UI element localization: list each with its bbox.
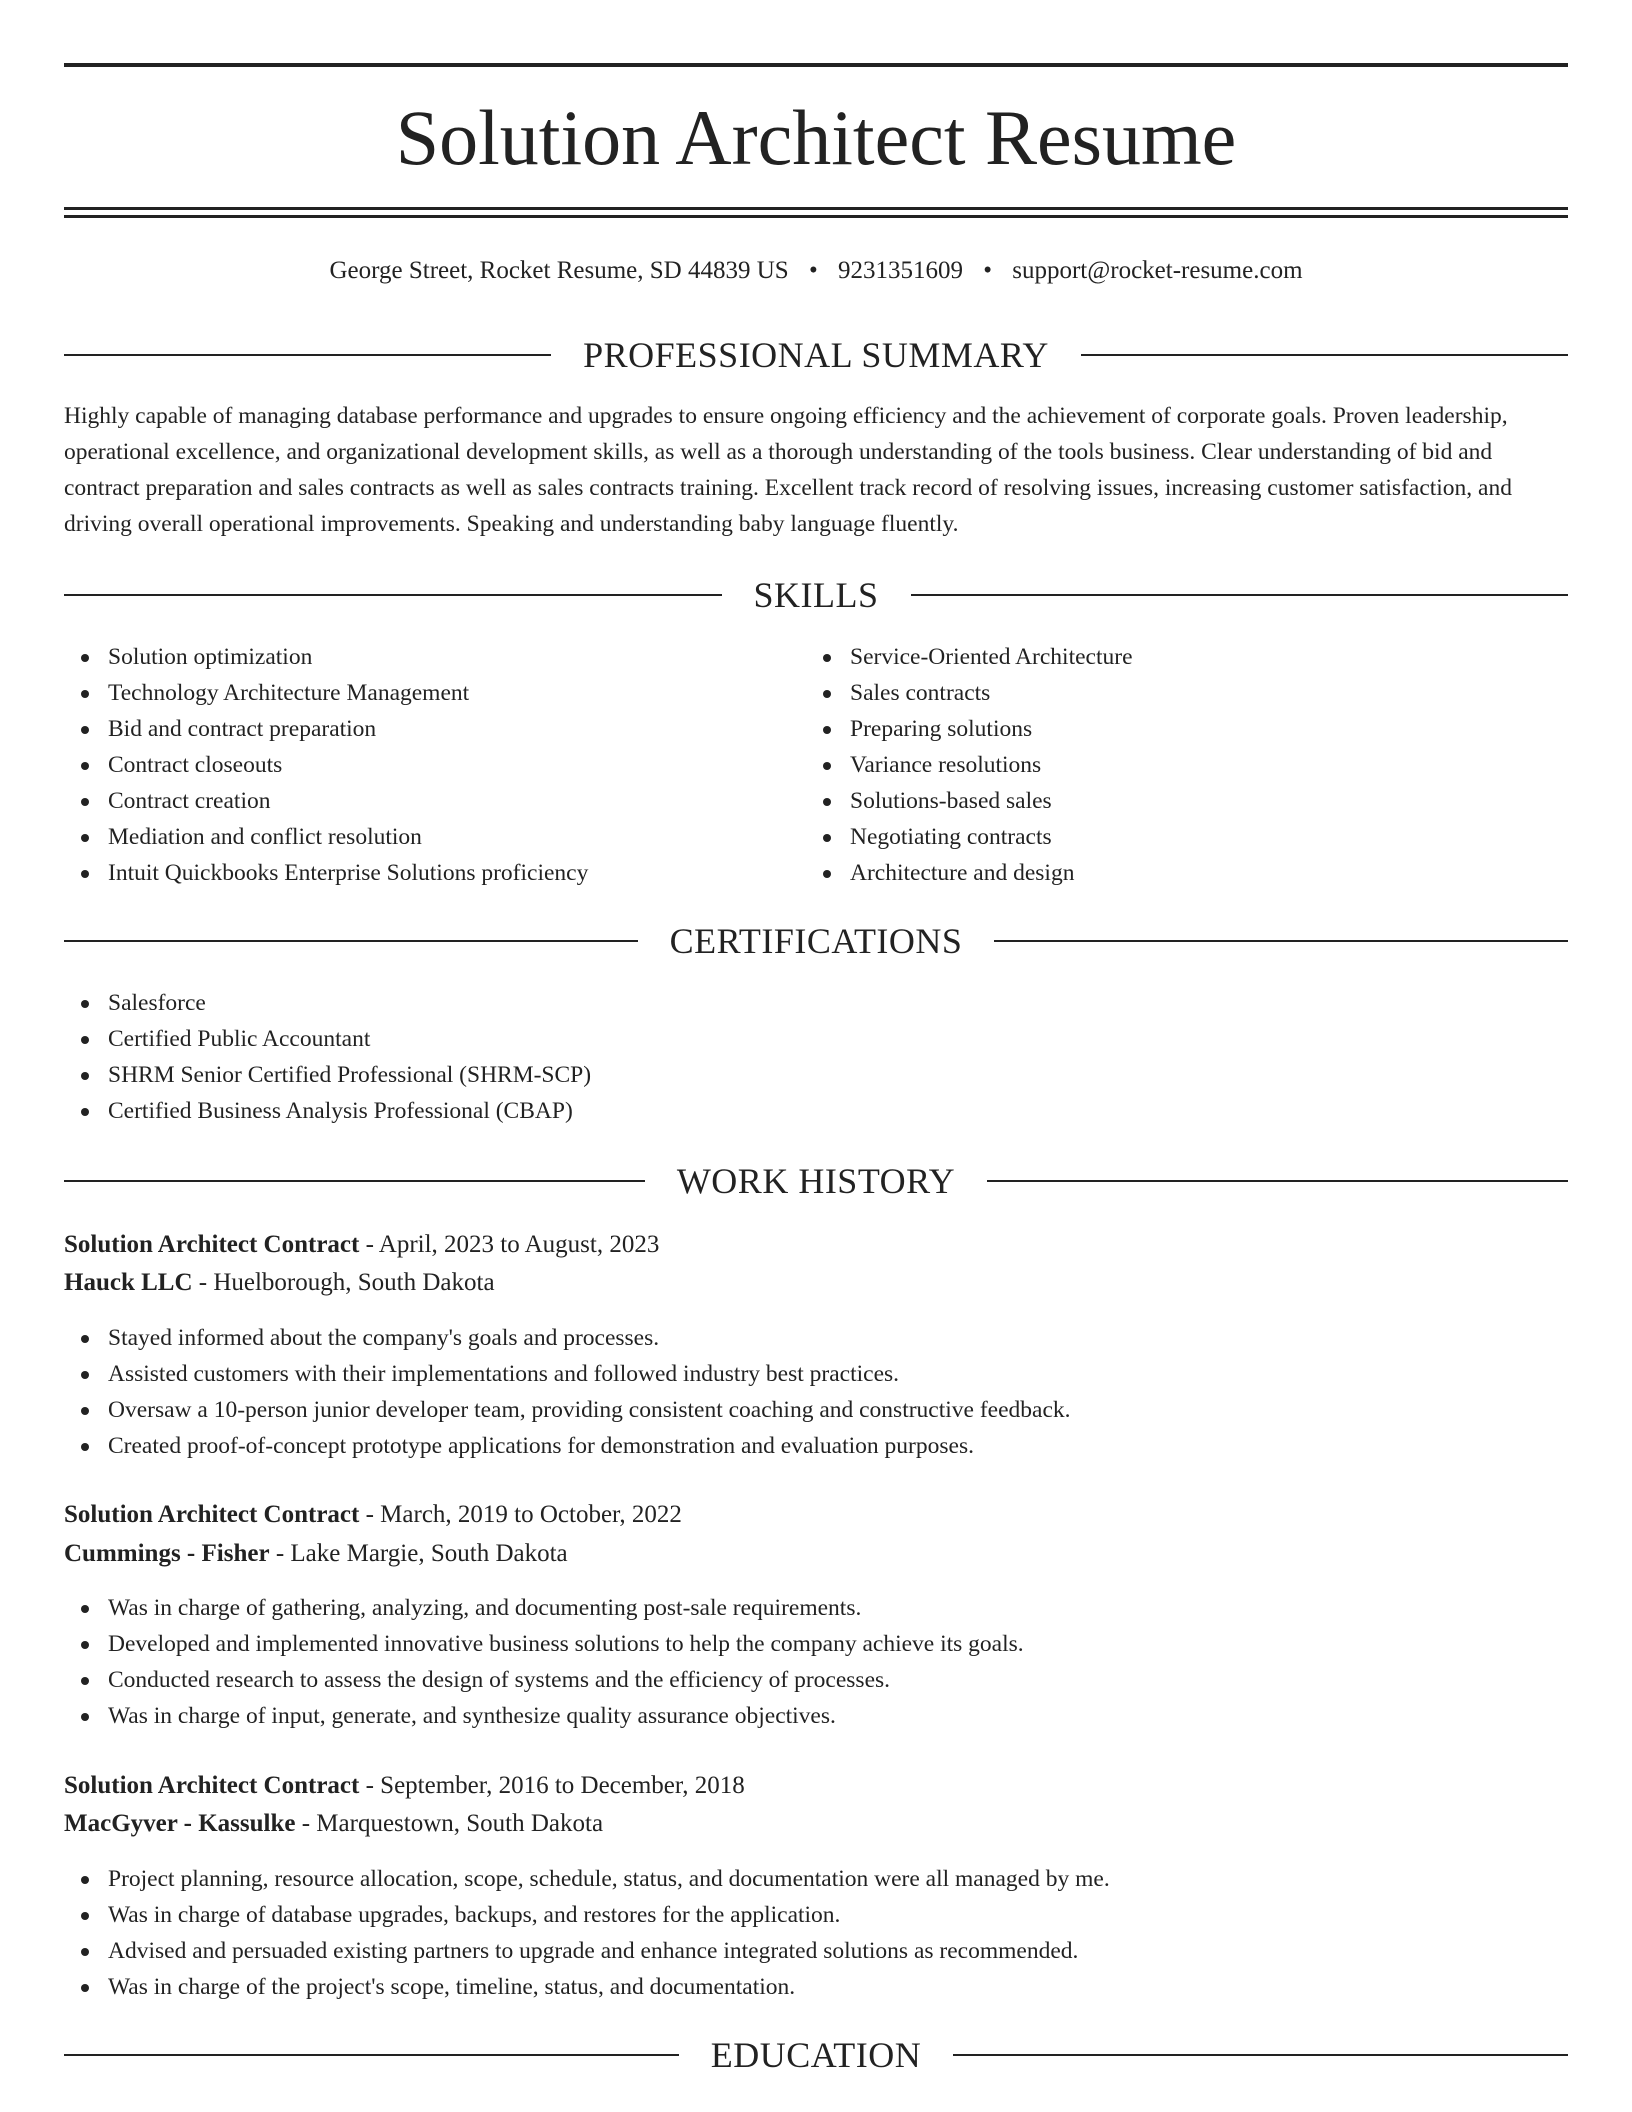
job-bullets [64,1590,1568,1734]
list-item: Salesforce [64,985,1568,1021]
heading-rule [64,1180,645,1182]
job-title-line [64,1227,659,1263]
list-item: Contract closeouts [64,747,804,783]
list-item: Conducted research to assess the design of systems and the efficiency of processes. [64,1662,1568,1698]
list-item: Solution optimization [64,639,804,675]
heading-rule [64,354,551,356]
heading-rule [911,594,1569,596]
list-item: Architecture and design [806,855,1546,891]
heading-rule [994,940,1568,942]
contact-separator: • [808,257,818,284]
job-company-line [64,1806,603,1842]
heading-rule [64,2054,679,2056]
list-item: Was in charge of gathering, analyzing, and documenting post-sale requirements. [64,1590,1568,1626]
heading-rule [953,2054,1568,2056]
list-item: Assisted customers with their implementations and followed industry best practices. [64,1356,1568,1392]
job-title: Solution Architect Contract [64,1772,360,1799]
job-company: Cummings - Fisher [64,1540,270,1567]
title-rule-lower [64,215,1568,218]
contact-email[interactable]: support@rocket-resume.com [1012,257,1303,284]
list-item: Certified Public Accountant [64,1021,1568,1057]
title-rule-upper [64,207,1568,210]
section-heading-certifications [64,919,1568,963]
job-dates: - April, 2023 to August, 2023 [359,1231,660,1258]
job-company: Hauck LLC [64,1269,193,1296]
list-item: Preparing solutions [806,711,1546,747]
job-location: - Huelborough, South Dakota [192,1269,495,1296]
list-item: Solutions-based sales [806,783,1546,819]
job-location: - Marquestown, South Dakota [295,1810,604,1837]
list-item: Mediation and conflict resolution [64,819,804,855]
list-item: Service-Oriented Architecture [806,639,1546,675]
job-location: - Lake Margie, South Dakota [269,1540,568,1567]
list-item: SHRM Senior Certified Professional (SHRM-SCP) [64,1057,1568,1093]
list-item: Was in charge of database upgrades, backups, and restores for the application. [64,1897,1568,1933]
list-item: Oversaw a 10-person junior developer team, providing consistent coaching and constructive feedback. [64,1392,1568,1428]
job-company: MacGyver - Kassulke [64,1810,296,1837]
list-item: Bid and contract preparation [64,711,804,747]
list-item: Was in charge of input, generate, and synthesize quality assurance objectives. [64,1698,1568,1734]
job-company-line [64,1536,568,1572]
job-bullets [64,1861,1568,2005]
section-title: WORK HISTORY [676,1161,956,1201]
section-title: PROFESSIONAL SUMMARY [583,335,1049,375]
top-rule [64,63,1568,67]
job-title-line [64,1497,682,1533]
list-item: Variance resolutions [806,747,1546,783]
certifications-list [64,985,1568,1129]
job-company-line [64,1265,495,1301]
list-item: Developed and implemented innovative business solutions to help the company achieve its goals. [64,1626,1568,1662]
heading-rule [64,940,638,942]
contact-phone: 9231351609 [837,257,963,284]
section-heading-skills [64,573,1568,617]
section-heading-education [64,2033,1568,2077]
list-item: Sales contracts [806,675,1546,711]
contact-line [64,253,1568,289]
job-title: Solution Architect Contract [64,1501,360,1528]
list-item: Technology Architecture Management [64,675,804,711]
job-title-line [64,1768,745,1804]
list-item: Negotiating contracts [806,819,1546,855]
job-dates: - September, 2016 to December, 2018 [359,1772,745,1799]
section-title: CERTIFICATIONS [669,921,963,961]
list-item: Project planning, resource allocation, scope, schedule, status, and documentation were all managed by me. [64,1861,1568,1897]
section-heading-summary [64,333,1568,377]
section-title: SKILLS [753,575,879,615]
list-item: Advised and persuaded existing partners to upgrade and enhance integrated solutions as recommended. [64,1933,1568,1969]
heading-rule [987,1180,1568,1182]
summary-text: Highly capable of managing database performance and upgrades to ensure ongoing efficiency and the achievement of corporate goals. Proven leadership, operational excellence, and organizational development skills, as well as a thorough understanding of the tools business. Clear understanding of bid and contract preparation and sales contracts as well as sales contracts training. Excellent track record of resolving issues, increasing customer satisfaction, and driving overall operational improvements. Speaking and understanding baby language fluently. [64,403,1512,537]
list-item: Intuit Quickbooks Enterprise Solutions proficiency [64,855,804,891]
contact-separator: • [983,257,992,284]
skills-list-left [64,639,804,891]
list-item: Created proof-of-concept prototype applications for demonstration and evaluation purposes. [64,1428,1568,1464]
section-title: EDUCATION [710,2035,922,2075]
list-item: Stayed informed about the company's goals and processes. [64,1320,1568,1356]
contact-address: George Street, Rocket Resume, SD 44839 US [329,257,789,284]
list-item: Certified Business Analysis Professional (CBAP) [64,1093,1568,1129]
heading-rule [64,594,722,596]
job-title: Solution Architect Contract [64,1231,360,1258]
list-item: Contract creation [64,783,804,819]
skills-list-right [806,639,1546,891]
list-item: Was in charge of the project's scope, timeline, status, and documentation. [64,1969,1568,2005]
job-bullets [64,1320,1568,1464]
job-dates: - March, 2019 to October, 2022 [359,1501,682,1528]
section-heading-work-history [64,1159,1568,1203]
heading-rule [1081,354,1568,356]
resume-title: Solution Architect Resume [395,94,1237,181]
